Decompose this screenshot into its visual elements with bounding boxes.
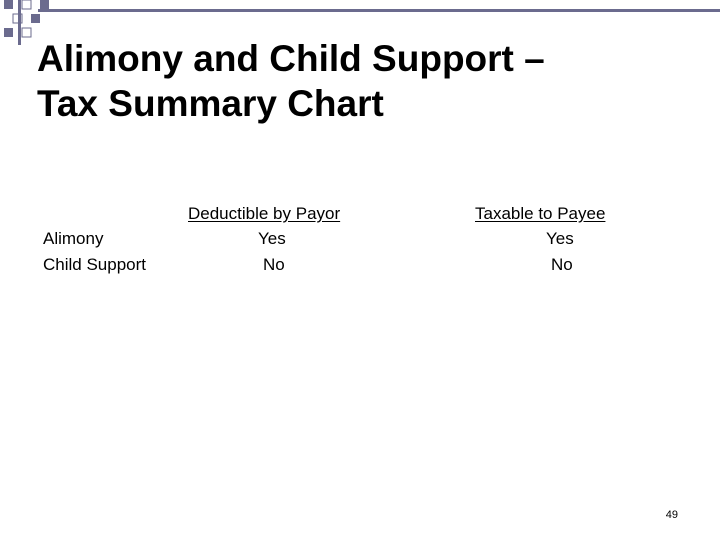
column-header-deductible: Deductible by Payor [188,204,341,223]
corner-checker-decoration [0,0,60,40]
child-support-deductible-value: No [263,255,285,274]
column-header-taxable: Taxable to Payee [475,204,606,223]
alimony-deductible-value: Yes [258,229,286,248]
top-rule [38,9,720,12]
row-label-alimony: Alimony [43,229,104,248]
alimony-taxable-value: Yes [546,229,574,248]
row-label-child-support: Child Support [43,255,147,274]
slide-title [37,36,687,126]
left-rule [18,0,21,45]
child-support-taxable-value: No [551,255,573,274]
slide-title-line2: Tax Summary Chart [37,83,384,124]
slide-title-line1: Alimony and Child Support – [37,38,545,79]
page-number: 49 [665,509,678,521]
